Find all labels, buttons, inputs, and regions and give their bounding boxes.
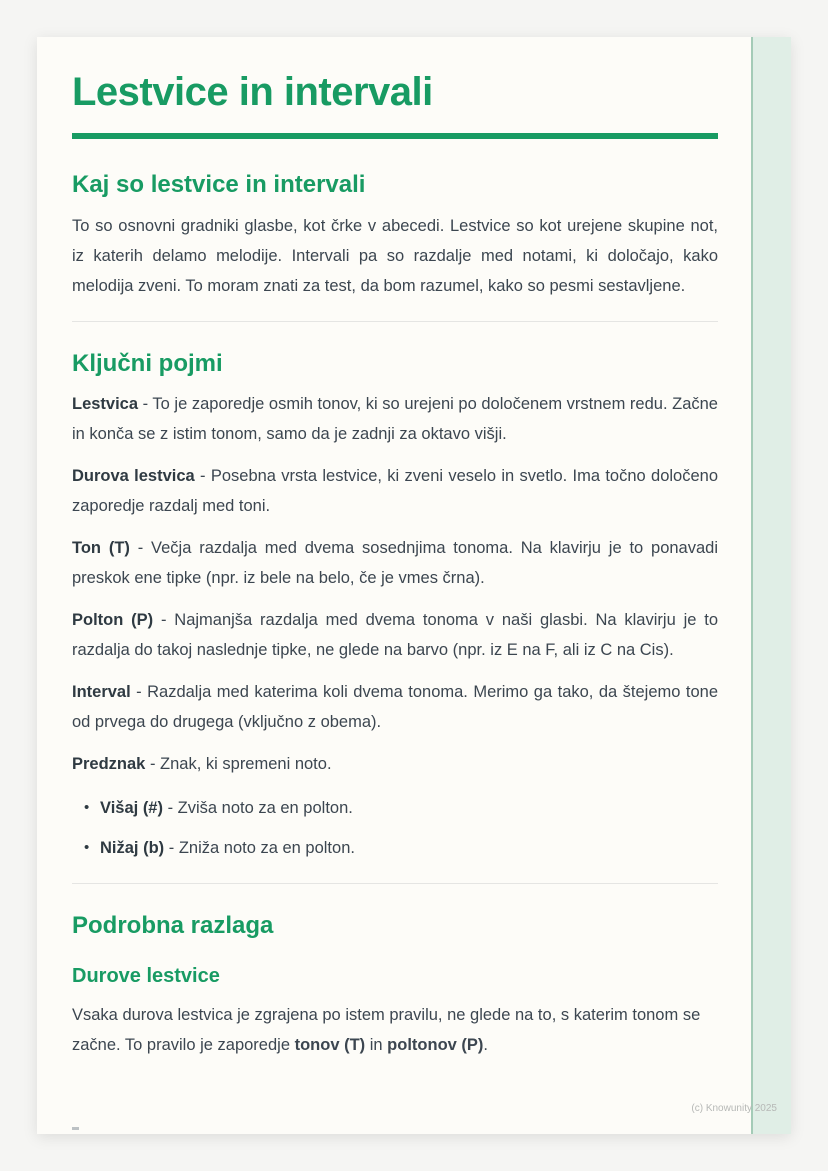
definition-paragraph: [72, 461, 718, 521]
bullet-item: [72, 833, 718, 863]
definition-text: - To je zaporedje osmih tonov, ki so urejeni po določenem vrstnem redu. Začne in konča se z istim tonom, samo da je zadnji za oktavo višji.: [72, 395, 718, 443]
document-page: [37, 37, 791, 1134]
bullet-icon: •: [84, 799, 90, 816]
bullet-list: [72, 793, 718, 863]
title-underline: [72, 133, 718, 139]
definition-term: Predznak: [72, 755, 146, 773]
definition-text: - Posebna vrsta lestvice, ki zveni veselo in svetlo. Ima točno določeno zaporedje razdalj med toni.: [72, 467, 718, 515]
detail-text: Vsaka durova lestvica je zgrajena po istem pravilu, ne glede na to, s katerim tonom se začne. To pravilo je zaporedje: [72, 1006, 701, 1054]
section-heading-detail: Podrobna razlaga: [72, 912, 274, 939]
definition-term: Durova lestvica: [72, 467, 195, 485]
section-divider: [72, 883, 718, 884]
definition-paragraph: [72, 605, 718, 665]
subsection-heading-durove-lestvice: Durove lestvice: [72, 965, 220, 987]
definition-text: - Znak, ki spremeni noto.: [145, 755, 332, 773]
section-divider: [72, 321, 718, 322]
green-edge-stripe: [751, 37, 791, 1134]
detail-bold-term: poltonov (P): [387, 1036, 484, 1054]
definition-term: Lestvica: [72, 395, 139, 413]
detail-bold-term: tonov (T): [294, 1036, 366, 1054]
detail-text: in: [365, 1036, 388, 1054]
detail-paragraph: [72, 1000, 718, 1060]
definition-term: Ton (T): [72, 539, 130, 557]
definition-text: - Večja razdalja med dvema sosednjima tonoma. Na klavirju je to ponavadi preskok ene tipke (npr. iz bele na belo, če je vmes črna).: [72, 539, 718, 587]
footer-copyright: (c) Knowunity 2025: [691, 1103, 777, 1114]
page-content: [72, 37, 718, 1060]
bullet-icon: •: [84, 839, 90, 856]
definition-term: Interval: [72, 683, 131, 701]
definition-paragraph: [72, 677, 718, 737]
definition-term: Polton (P): [72, 611, 154, 629]
detail-text: .: [483, 1036, 488, 1054]
bullet-text: - Zviša noto za en polton.: [162, 799, 353, 817]
definition-paragraph: [72, 389, 718, 449]
definition-paragraph: [72, 749, 718, 779]
cutoff-text-fragment: [72, 1127, 79, 1130]
section-heading-key-terms: Ključni pojmi: [72, 350, 223, 377]
bullet-item: [72, 793, 718, 823]
bullet-text: - Zniža noto za en polton.: [164, 839, 355, 857]
section-heading-intro: Kaj so lestvice in intervali: [72, 171, 366, 198]
bullet-term: Nižaj (b): [100, 839, 165, 857]
definition-text: - Razdalja med katerima koli dvema tonoma. Merimo ga tako, da štejemo tone od prvega do drugega (vključno z obema).: [72, 683, 718, 731]
page-title: Lestvice in intervali: [72, 70, 433, 114]
definition-text: - Najmanjša razdalja med dvema tonoma v naši glasbi. Na klavirju je to razdalja do takoj naslednje tipke, ne glede na barvo (npr. iz E na F, ali iz C na Cis).: [72, 611, 718, 659]
bullet-term: Višaj (#): [100, 799, 163, 817]
intro-paragraph: To so osnovni gradniki glasbe, kot črke v abecedi. Lestvice so kot urejene skupine not, iz katerih delamo melodije. Intervali pa so razdalje med notami, ki določajo, kako melodija zveni. To moram znati za test, da bom razumel, kako so pesmi sestavljene.: [72, 217, 718, 295]
definition-paragraph: [72, 533, 718, 593]
